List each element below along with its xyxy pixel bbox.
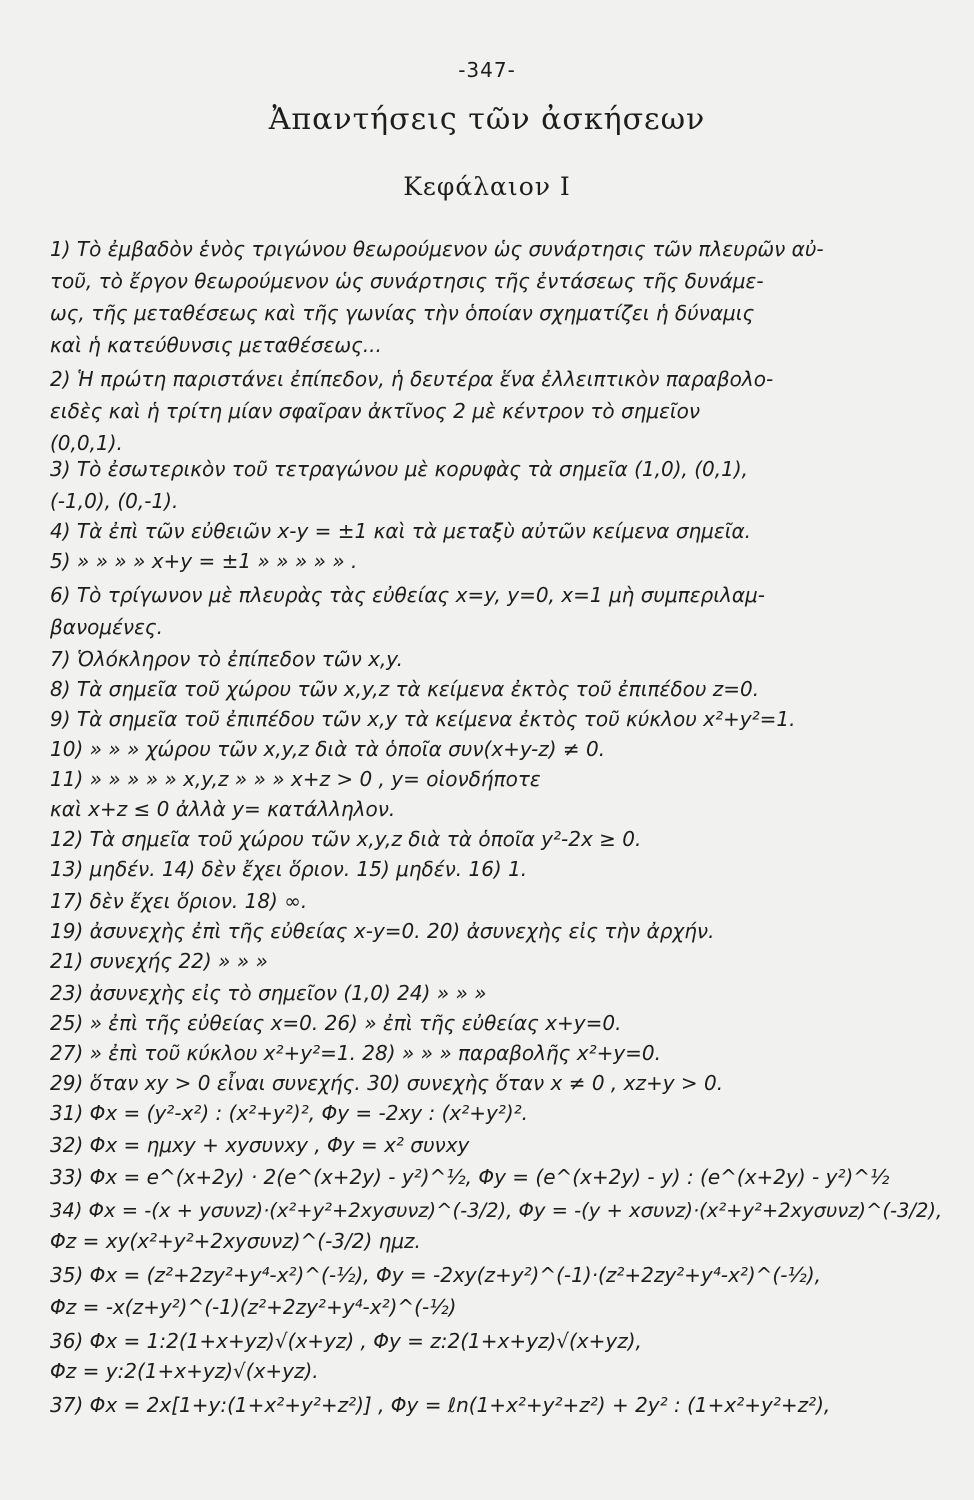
answer-line: 13) μηδέν. 14) δὲν ἔχει ὅριον. 15) μηδέν. 16) 1.: [50, 857, 528, 881]
page-title: Ἀπαντήσεις τῶν ἀσκήσεων: [268, 102, 706, 137]
answer-line: 19) ἀσυνεχὴς ἐπὶ τῆς εὐθείας x-y=0. 20) ἀσυνεχὴς εἰς τὴν ἀρχήν.: [50, 919, 715, 943]
answer-line: 33) Φx = e^(x+2y) · 2(e^(x+2y) - y²)^½, Φy = (e^(x+2y) - y) : (e^(x+2y) - y²)^½: [50, 1165, 890, 1189]
answer-line: 6) Τὸ τρίγωνον μὲ πλευρὰς τὰς εὐθείας x=y, y=0, x=1 μὴ συμπεριλαμ-: [50, 583, 765, 607]
answer-line: 17) δὲν ἔχει ὅριον. 18) ∞.: [50, 889, 308, 913]
answer-line: 4) Τὰ ἐπὶ τῶν εὐθειῶν x-y = ±1 καὶ τὰ μεταξὺ αὐτῶν κείμενα σημεῖα.: [50, 519, 752, 543]
answer-line: 9) Τὰ σημεῖα τοῦ ἐπιπέδου τῶν x,y τὰ κείμενα ἐκτὸς τοῦ κύκλου x²+y²=1.: [50, 707, 796, 731]
answer-line: (0,0,1).: [50, 431, 123, 455]
answer-line: 7) Ὁλόκληρον τὸ ἐπίπεδον τῶν x,y.: [50, 647, 403, 671]
answer-line: 1) Τὸ ἐμβαδὸν ἑνὸς τριγώνου θεωρούμενον ὡς συνάρτησις τῶν πλευρῶν αὐ-: [50, 237, 824, 261]
page-number: -347-: [458, 58, 516, 82]
answer-line: Φz = y:2(1+x+yz)√(x+yz).: [50, 1359, 319, 1383]
answer-line: 34) Φx = -(x + yσυνz)·(x²+y²+2xyσυνz)^(-3/2), Φy = -(y + xσυνz)·(x²+y²+2xyσυνz)^(-3/2),: [50, 1199, 943, 1222]
chapter-heading: Κεφάλαιον Ι: [403, 172, 571, 201]
answer-line: 37) Φx = 2x[1+y:(1+x²+y²+z²)] , Φy = ℓn(1+x²+y²+z²) + 2y² : (1+x²+y²+z²),: [50, 1393, 831, 1417]
answer-line: 29) ὅταν xy > 0 εἶναι συνεχής. 30) συνεχὴς ὅταν x ≠ 0 , xz+y > 0.: [50, 1071, 724, 1095]
answer-line: 10) » » » χώρου τῶν x,y,z διὰ τὰ ὁποῖα συν(x+y-z) ≠ 0.: [50, 737, 606, 761]
answer-line: 31) Φx = (y²-x²) : (x²+y²)², Φy = -2xy : (x²+y²)².: [50, 1101, 529, 1125]
answer-line: 35) Φx = (z²+2zy²+y⁴-x²)^(-½), Φy = -2xy(z+y²)^(-1)·(z²+2zy²+y⁴-x²)^(-½),: [50, 1263, 821, 1287]
answer-line: καὶ ἡ κατεύθυνσις μεταθέσεως...: [50, 333, 382, 357]
answer-line: καὶ x+z ≤ 0 ἀλλὰ y= κατάλληλον.: [50, 797, 396, 821]
answer-line: Φz = -x(z+y²)^(-1)(z²+2zy²+y⁴-x²)^(-½): [50, 1295, 457, 1319]
answer-line: 3) Τὸ ἐσωτερικὸν τοῦ τετραγώνου μὲ κορυφὰς τὰ σημεῖα (1,0), (0,1),: [50, 457, 749, 481]
answer-line: (-1,0), (0,-1).: [50, 489, 179, 513]
answer-line: τοῦ, τὸ ἔργον θεωρούμενον ὡς συνάρτησις τῆς ἐντάσεως τῆς δυνάμε-: [50, 269, 764, 293]
answer-line: 11) » » » » » x,y,z » » » x+z > 0 , y= οἱονδήποτε: [50, 767, 541, 791]
answer-line: Φz = xy(x²+y²+2xyσυνz)^(-3/2) ημz.: [50, 1229, 421, 1253]
answer-line: 12) Τὰ σημεῖα τοῦ χώρου τῶν x,y,z διὰ τὰ ὁποῖα y²-2x ≥ 0.: [50, 827, 642, 851]
answer-line: 2) Ἡ πρώτη παριστάνει ἐπίπεδον, ἡ δευτέρα ἕνα ἐλλειπτικὸν παραβολο-: [50, 367, 774, 391]
answer-line: 36) Φx = 1:2(1+x+yz)√(x+yz) , Φy = z:2(1+x+yz)√(x+yz),: [50, 1329, 642, 1353]
answer-line: 25) » ἐπὶ τῆς εὐθείας x=0. 26) » ἐπὶ τῆς εὐθείας x+y=0.: [50, 1011, 622, 1035]
answer-line: 27) » ἐπὶ τοῦ κύκλου x²+y²=1. 28) » » » παραβολῆς x²+y=0.: [50, 1041, 662, 1065]
answer-line: 5) » » » » x+y = ±1 » » » » » .: [50, 549, 358, 573]
answer-line: ως, τῆς μεταθέσεως καὶ τῆς γωνίας τὴν ὁποίαν σχηματίζει ἡ δύναμις: [50, 301, 755, 325]
answer-line: βανομένες.: [50, 615, 163, 639]
answer-line: 32) Φx = ημxy + xyσυνxy , Φy = x² συνxy: [50, 1133, 470, 1157]
answer-line: 21) συνεχής 22) » » »: [50, 949, 268, 973]
answer-line: 8) Τὰ σημεῖα τοῦ χώρου τῶν x,y,z τὰ κείμενα ἐκτὸς τοῦ ἐπιπέδου z=0.: [50, 677, 760, 701]
answer-line: ειδὲς καὶ ἡ τρίτη μίαν σφαῖραν ἀκτῖνος 2 μὲ κέντρον τὸ σημεῖον: [50, 399, 701, 423]
answer-line: 23) ἀσυνεχὴς εἰς τὸ σημεῖον (1,0) 24) » » »: [50, 981, 487, 1005]
